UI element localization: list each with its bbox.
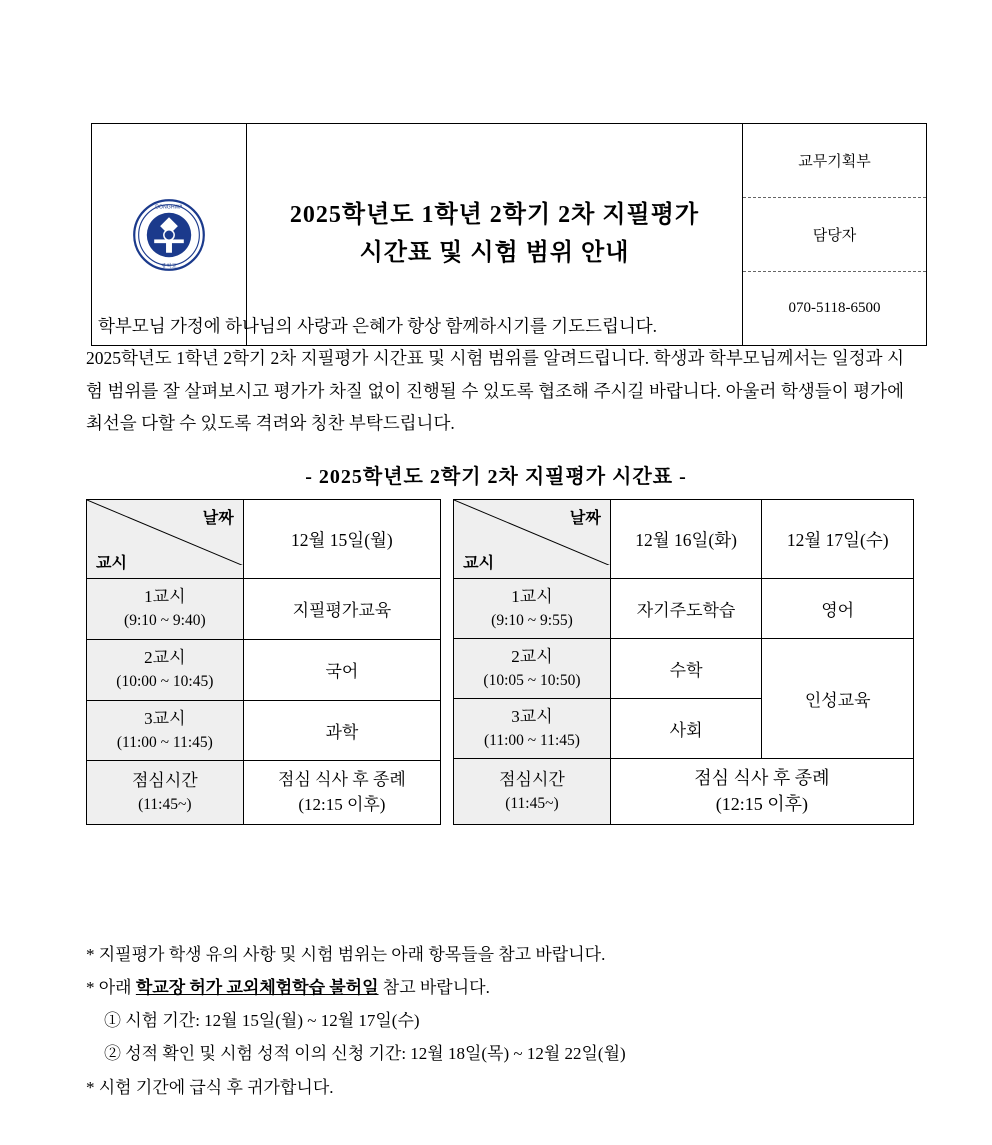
notes-section [86, 938, 916, 1104]
corner-date-label: 날짜 [569, 510, 601, 527]
lunch-note-line1: 점심 식사 후 종례 [694, 768, 830, 789]
period-cell [87, 700, 244, 761]
contact-phone: 070-5118-6500 [743, 272, 927, 346]
school-emblem-icon [132, 198, 206, 272]
lunch-period-cell [454, 759, 611, 824]
lunch-note-line2: (12:15 이후) [298, 794, 386, 814]
corner-date-label: 날짜 [202, 510, 234, 527]
schedule-tables [86, 499, 914, 825]
corner-period-label: 교시 [463, 555, 495, 572]
lunch-note-cell [243, 761, 440, 824]
period-label: 1교시 [144, 587, 186, 607]
lunch-label: 점심시간 [499, 769, 565, 789]
period-label: 3교시 [511, 707, 553, 727]
period-label: 2교시 [511, 647, 553, 667]
period-cell [454, 639, 611, 699]
department-label: 교무기획부 [743, 124, 927, 198]
table-row-lunch [454, 759, 914, 824]
intro-paragraph [86, 310, 904, 440]
period-time: (9:10 ~ 9:40) [124, 612, 206, 629]
svg-text:중학교: 중학교 [161, 263, 177, 270]
subject-cell-tuesday: 자기주도학습 [610, 579, 762, 639]
note-line-3: ① 시험 기간: 12월 15일(월) ~ 12월 17일(수) [104, 1011, 420, 1031]
lunch-note-line2: (12:15 이후) [715, 794, 809, 815]
note-line-5: * 시험 기간에 급식 후 귀가합니다. [86, 1077, 334, 1097]
table-gap [441, 499, 453, 825]
schedule-title: - 2025학년도 2학기 2차 지필평가 시간표 - [305, 466, 687, 488]
period-time: (11:00 ~ 11:45) [116, 733, 213, 751]
table-row [454, 639, 914, 699]
page-title-line1: 2025학년도 1학년 2학기 2차 지필평가 [289, 202, 700, 229]
corner-period-label: 교시 [96, 555, 127, 572]
period-label: 3교시 [144, 709, 186, 729]
period-time: (10:05 ~ 10:50) [483, 671, 581, 689]
lunch-note-cell [610, 759, 913, 824]
period-label: 2교시 [144, 648, 186, 668]
period-time: (11:00 ~ 11:45) [483, 731, 580, 749]
table-row [454, 579, 914, 639]
note-2-suffix: 참고 바랍니다. [378, 978, 490, 998]
lunch-time: (11:45~) [138, 795, 192, 813]
intro-line-2: 2025학년도 1학년 2학기 2차 지필평가 시간표 및 시험 범위를 알려드립니다. 학생과 학부모님께서는 일정과 시험 범위를 잘 살펴보시고 평가가 차질 없이 진행될 수 있도록 협조해 주시길 바랍니다. 아울러 학생들이 평가에 최선을 다할 수 있도록 격려와 칭찬 부탁드립니다. [86, 348, 904, 434]
note-line-4: ② 성적 확인 및 시험 성적 이의 신청 기간: 12월 18일(목) ~ 12월 22일(월) [104, 1044, 626, 1064]
period-time: (10:00 ~ 10:45) [116, 672, 214, 690]
intro-line-1: 학부모님 가정에 하나님의 사랑과 은혜가 항상 함께하시기를 기도드립니다. [98, 316, 658, 336]
subject-cell-tuesday: 사회 [610, 699, 762, 759]
contact-role-label: 담당자 [743, 198, 927, 272]
table-row [87, 579, 441, 640]
day-header-monday: 12월 15일(월) [243, 500, 440, 579]
period-time: (9:10 ~ 9:55) [491, 611, 573, 629]
period-label: 1교시 [511, 587, 553, 606]
lunch-label: 점심시간 [131, 770, 198, 790]
table-header-row [87, 500, 441, 579]
lunch-time: (11:45~) [505, 794, 559, 812]
period-cell [454, 579, 611, 639]
period-cell [87, 579, 244, 640]
lunch-period-cell [87, 761, 244, 824]
schedule-table-monday [86, 499, 441, 825]
note-2-prefix: * 아래 [86, 978, 136, 998]
day-header-wednesday: 12월 17일(수) [762, 500, 914, 579]
subject-cell-wednesday-merged: 인성교육 [762, 639, 914, 759]
subject-cell: 지필평가교육 [243, 579, 440, 640]
corner-header-cell [454, 500, 611, 579]
day-header-tuesday: 12월 16일(화) [610, 500, 762, 579]
table-row [87, 700, 441, 761]
table-row [87, 639, 441, 700]
subject-cell: 과학 [243, 700, 440, 761]
subject-cell-tuesday: 수학 [610, 639, 762, 699]
subject-cell-wednesday: 영어 [762, 579, 914, 639]
schedule-table-tue-wed [453, 499, 914, 825]
period-cell [87, 639, 244, 700]
note-line-2 [86, 971, 916, 1004]
note-line-1: * 지필평가 학생 유의 사항 및 시험 범위는 아래 항목들을 참고 바랍니다. [86, 945, 606, 964]
period-cell [454, 699, 611, 759]
subject-cell: 국어 [243, 639, 440, 700]
table-header-row [454, 500, 914, 579]
table-row-lunch [87, 761, 441, 824]
note-2-highlight: 학교장 허가 교외체험학습 불허일 [135, 978, 379, 998]
lunch-note-line1: 점심 식사 후 종례 [278, 769, 406, 789]
corner-header-cell [87, 500, 244, 579]
svg-text:DONGHWA: DONGHWA [155, 203, 183, 210]
page-title-line2: 시간표 및 시험 범위 안내 [359, 239, 630, 266]
